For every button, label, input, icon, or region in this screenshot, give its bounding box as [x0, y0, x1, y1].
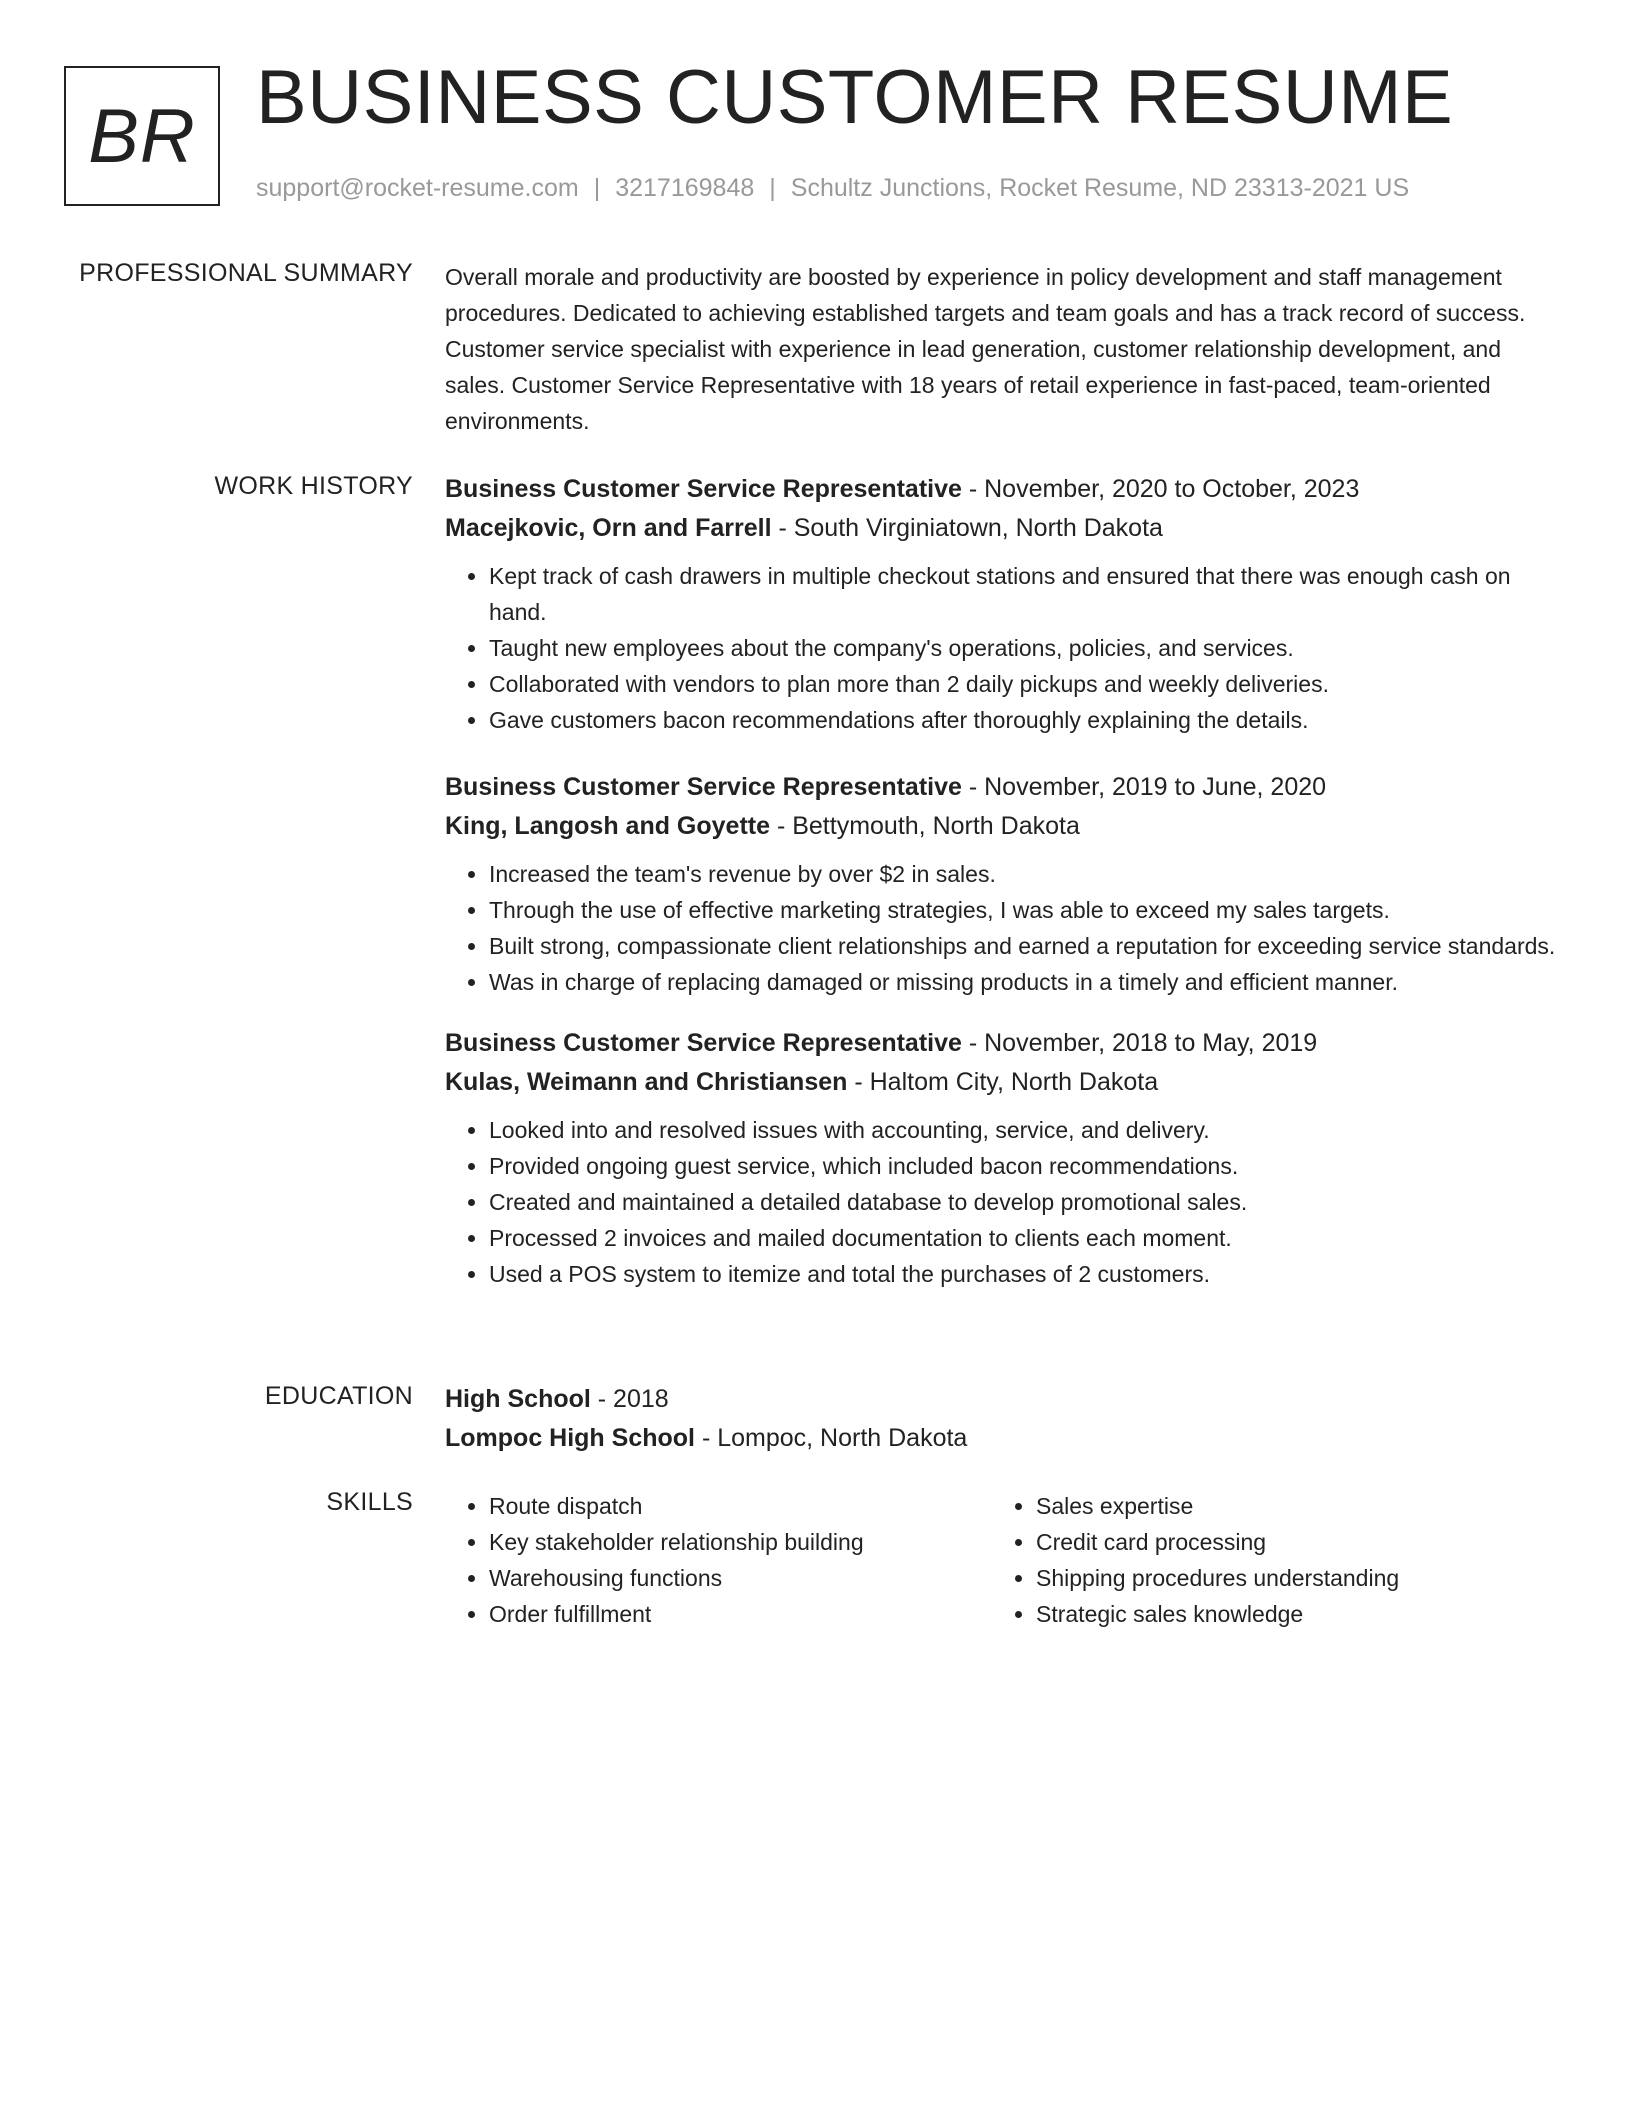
contact-separator: |	[593, 174, 601, 202]
job-company-line	[445, 509, 1560, 548]
skill-item: • Strategic sales knowledge	[1036, 1596, 1539, 1632]
job-dates: - November, 2018 to May, 2019	[961, 1029, 1318, 1057]
skills-list	[445, 1488, 992, 1632]
contact-line	[256, 174, 1409, 203]
job-bullets	[445, 558, 1560, 738]
summary-body	[445, 259, 1560, 439]
contact-address: Schultz Junctions, Rocket Resume, ND 23313-2021 US	[790, 174, 1410, 202]
job-entry	[445, 470, 1560, 738]
job-company: Kulas, Weimann and Christiansen	[445, 1068, 848, 1096]
skills-column-left	[445, 1488, 992, 1632]
skills-columns	[445, 1488, 1560, 1632]
education-school-line	[445, 1419, 1560, 1458]
list-item: • Was in charge of replacing damaged or missing products in a timely and efficient manner.	[489, 964, 1560, 1000]
education-school: Lompoc High School	[445, 1424, 695, 1452]
job-dates: - November, 2019 to June, 2020	[961, 773, 1327, 801]
job-location: - South Virginiatown, North Dakota	[771, 514, 1163, 542]
education-body	[445, 1380, 1560, 1458]
job-dates: - November, 2020 to October, 2023	[961, 475, 1360, 503]
work-history-body	[445, 470, 1560, 1312]
job-bullets	[445, 1112, 1560, 1292]
section-label-education: EDUCATION	[264, 1382, 413, 1410]
contact-email: support@rocket-resume.com	[256, 174, 579, 202]
list-item: • Collaborated with vendors to plan more than 2 daily pickups and weekly deliveries.	[489, 666, 1560, 702]
skill-item: • Order fulfillment	[489, 1596, 992, 1632]
job-location: - Bettymouth, North Dakota	[770, 812, 1080, 840]
job-company: King, Langosh and Goyette	[445, 812, 771, 840]
skills-column-right	[992, 1488, 1539, 1632]
section-label-skills: SKILLS	[326, 1488, 413, 1516]
skill-item: • Warehousing functions	[489, 1560, 992, 1596]
job-title-line	[445, 470, 1560, 509]
section-label-work-history: WORK HISTORY	[214, 472, 413, 500]
contact-phone: 3217169848	[615, 174, 755, 202]
job-location: - Haltom City, North Dakota	[847, 1068, 1159, 1096]
list-item: • Processed 2 invoices and mailed documentation to clients each moment.	[489, 1220, 1560, 1256]
education-year: - 2018	[590, 1385, 669, 1413]
skill-item: • Sales expertise	[1036, 1488, 1539, 1524]
job-title-line	[445, 768, 1560, 807]
education-location: - Lompoc, North Dakota	[695, 1424, 968, 1452]
skills-body	[445, 1488, 1560, 1632]
list-item: • Used a POS system to itemize and total the purchases of 2 customers.	[489, 1256, 1560, 1292]
skills-list	[992, 1488, 1539, 1632]
list-item: • Gave customers bacon recommendations after thoroughly explaining the details.	[489, 702, 1560, 738]
skill-item: • Route dispatch	[489, 1488, 992, 1524]
monogram-logo: BR	[64, 66, 220, 206]
summary-text: Overall morale and productivity are boosted by experience in policy development and staff management procedures. Dedicated to achieving established targets and team goals and has a track record of success. Customer service specialist with experience in lead generation, customer relationship development, and sales. Customer Service Representative with 18 years of retail experience in fast-paced, team-oriented environments.	[445, 264, 1526, 434]
job-title: Business Customer Service Representative	[445, 475, 962, 503]
education-degree: High School	[445, 1385, 591, 1413]
job-bullets	[445, 856, 1560, 1000]
job-entry	[445, 768, 1560, 1000]
skill-item: • Credit card processing	[1036, 1524, 1539, 1560]
contact-separator: |	[769, 174, 776, 202]
list-item: • Kept track of cash drawers in multiple checkout stations and ensured that there was enough cash on hand.	[489, 558, 1560, 630]
job-title: Business Customer Service Representative	[445, 1029, 962, 1057]
list-item: • Through the use of effective marketing strategies, I was able to exceed my sales targets.	[489, 892, 1560, 928]
job-company-line	[445, 1063, 1560, 1102]
list-item: • Created and maintained a detailed database to develop promotional sales.	[489, 1184, 1560, 1220]
job-entry	[445, 1024, 1560, 1292]
education-degree-line	[445, 1380, 1560, 1419]
list-item: • Taught new employees about the company's operations, policies, and services.	[489, 630, 1560, 666]
list-item: • Increased the team's revenue by over $2 in sales.	[489, 856, 1560, 892]
job-company: Macejkovic, Orn and Farrell	[445, 514, 772, 542]
skill-item: • Key stakeholder relationship building	[489, 1524, 992, 1560]
list-item: • Provided ongoing guest service, which included bacon recommendations.	[489, 1148, 1560, 1184]
job-company-line	[445, 807, 1560, 846]
list-item: • Built strong, compassionate client relationships and earned a reputation for exceeding service standards.	[489, 928, 1560, 964]
skill-item: • Shipping procedures understanding	[1036, 1560, 1539, 1596]
job-title-line	[445, 1024, 1560, 1063]
section-label-summary: PROFESSIONAL SUMMARY	[79, 259, 413, 287]
list-item: • Looked into and resolved issues with accounting, service, and delivery.	[489, 1112, 1560, 1148]
resume-title: BUSINESS CUSTOMER RESUME	[256, 55, 1454, 140]
job-title: Business Customer Service Representative	[445, 773, 962, 801]
